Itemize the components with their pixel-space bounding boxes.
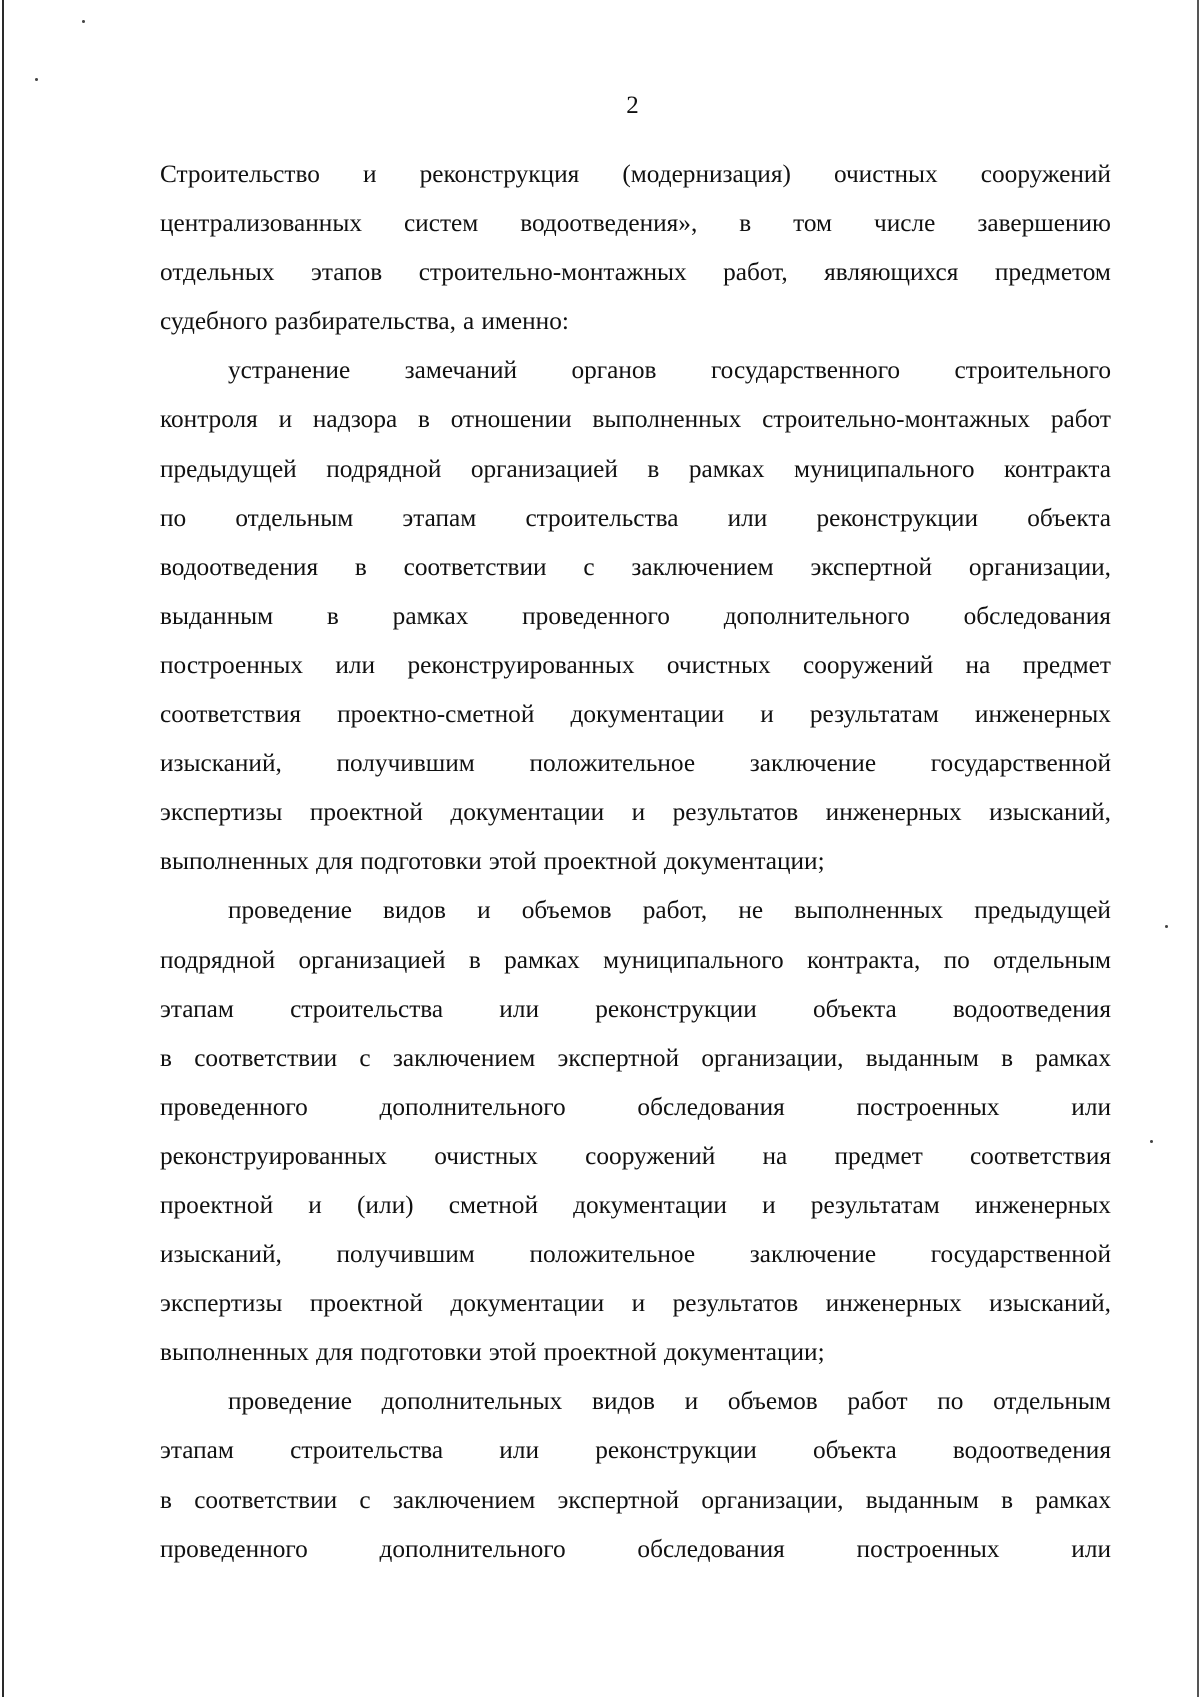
text-line: проведенного дополнительного обследования построенных или [160,1534,1111,1563]
text-line: проведенного дополнительного обследования построенных или [160,1092,1111,1121]
text-line: выполненных для подготовки этой проектной документации; [160,847,825,876]
text-line: по отдельным этапам строительства или реконструкции объекта [160,503,1111,532]
text-line: экспертизы проектной документации и результатов инженерных изысканий, [160,798,1111,827]
text-line: отдельных этапов строительно-монтажных работ, являющихся предметом [160,258,1111,287]
text-line: выданным в рамках проведенного дополнительного обследования [160,601,1111,630]
text-line: проведение дополнительных видов и объемов работ по отдельным [228,1387,1111,1416]
text-line: этапам строительства или реконструкции объекта водоотведения [160,1436,1111,1465]
text-line: соответствия проектно-сметной документации и результатам инженерных [160,700,1111,729]
text-line: предыдущей подрядной организацией в рамках муниципального контракта [160,454,1111,483]
text-line: в соответствии с заключением экспертной организации, выданным в рамках [160,1043,1111,1072]
scan-speck [1150,1140,1153,1143]
scan-edge-left [2,0,4,1697]
scan-speck [82,20,85,23]
text-line: централизованных систем водоотведения», в том числе завершению [160,209,1111,238]
scan-speck [1165,925,1168,928]
page-number: 2 [626,92,639,119]
text-line: экспертизы проектной документации и результатов инженерных изысканий, [160,1289,1111,1318]
text-line: устранение замечаний органов государственного строительного [228,356,1111,385]
scan-edge-right [1197,0,1199,1697]
text-line: водоотведения в соответствии с заключением экспертной организации, [160,552,1111,581]
text-line: проектной и (или) сметной документации и результатам инженерных [160,1190,1111,1219]
text-line: контроля и надзора в отношении выполненных строительно-монтажных работ [160,405,1111,434]
scan-speck [35,78,38,81]
document-body [160,150,1111,1574]
text-line: судебного разбирательства, а именно: [160,307,569,336]
text-line: этапам строительства или реконструкции объекта водоотведения [160,994,1111,1023]
text-line: построенных или реконструированных очистных сооружений на предмет [160,650,1111,679]
text-line: изысканий, получившим положительное заключение государственной [160,1240,1111,1269]
text-line: изысканий, получившим положительное заключение государственной [160,749,1111,778]
text-line: в соответствии с заключением экспертной организации, выданным в рамках [160,1485,1111,1514]
text-line: проведение видов и объемов работ, не выполненных предыдущей [228,896,1111,925]
text-line: реконструированных очистных сооружений на предмет соответствия [160,1141,1111,1170]
text-line: подрядной организацией в рамках муниципального контракта, по отдельным [160,945,1111,974]
text-line: Строительство и реконструкция (модернизация) очистных сооружений [160,160,1111,188]
text-line: выполненных для подготовки этой проектной документации; [160,1338,825,1367]
